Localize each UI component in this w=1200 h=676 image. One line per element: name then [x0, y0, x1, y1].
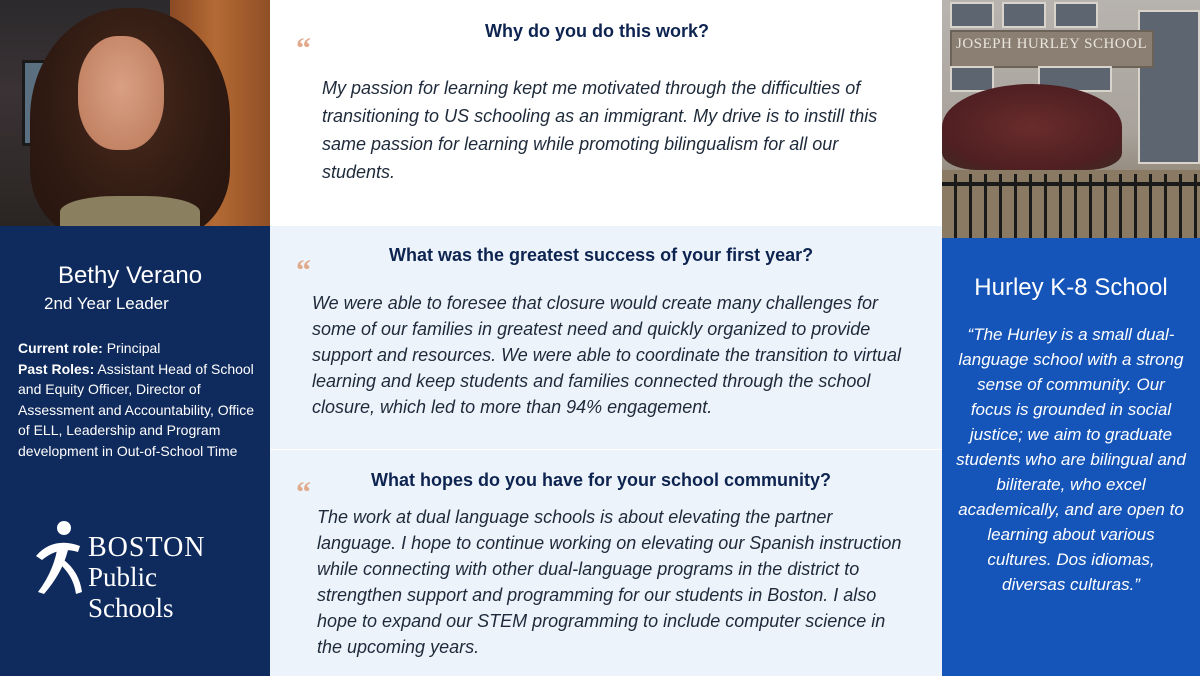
- question-heading: What hopes do you have for your school community?: [371, 470, 832, 490]
- qa-block-success: [270, 226, 942, 450]
- question-heading: Why do you do this work?: [485, 21, 709, 41]
- leader-bio: [18, 338, 258, 461]
- answer-text: The work at dual language schools is about elevating the partner language. I hope to continue working on elevating our Spanish instruction while connecting with other dual-language programs in the district to strengthen support and programming for our students in Boston. I also hope to expand our STEM programming to include computer science in the upcoming years.: [317, 507, 902, 657]
- leader-portrait-photo: [0, 0, 270, 226]
- answer-text: My passion for learning kept me motivated through the difficulties of transitioning to US schooling as an immigrant. My drive is to instill this same passion for learning while promoting bilingualism for all our students.: [322, 78, 878, 182]
- school-building-photo: [942, 0, 1200, 238]
- building-window: [950, 66, 994, 92]
- running-figure-icon: [30, 520, 90, 600]
- logo-line-boston: BOSTON: [88, 532, 206, 563]
- portrait-face: [78, 36, 164, 150]
- leader-subtitle: 2nd Year Leader: [44, 294, 169, 313]
- building-window: [1002, 2, 1046, 28]
- portrait-shirt: [60, 196, 200, 226]
- qa-block-hopes: [270, 450, 942, 676]
- leader-name: Bethy Verano: [57, 262, 203, 289]
- school-info-panel: [942, 238, 1200, 676]
- past-roles-value: Assistant Head of School and Equity Officer, Director of Assessment and Accountability, Office of ELL, Leadership and Program development in Out-of-School Time: [18, 360, 255, 459]
- current-role-value: Principal: [106, 340, 161, 356]
- school-sign-text: JOSEPH HURLEY SCHOOL: [956, 36, 1148, 52]
- question-heading: What was the greatest success of your first year?: [389, 245, 814, 265]
- fence-rail: [942, 182, 1200, 186]
- building-window: [1054, 2, 1098, 28]
- quote-mark-icon: “: [296, 476, 311, 509]
- current-role-label: Current role:: [18, 340, 103, 356]
- school-quote: “The Hurley is a small dual-language school with a strong sense of community. Our focus is grounded in social justice; we aim to graduate students who are bilingual and biliterate, who excel academically, and are open to learning about various cultures. Dos idiomas, diversas culturas.”: [956, 325, 1186, 594]
- red-bush: [942, 84, 1122, 170]
- leader-info-panel: [0, 226, 270, 676]
- logo-line-public-schools: Public Schools: [88, 562, 174, 623]
- qa-block-why: [270, 0, 942, 226]
- answer-text: We were able to foresee that closure would create many challenges for some of our families in greatest need and quickly organized to provide support and resources. We were able to coordinate the transition to virtual learning and keep students and families connected through the school closure, which led to more than 94% engagement.: [312, 293, 901, 417]
- quote-mark-icon: “: [296, 254, 311, 287]
- quote-mark-icon: “: [296, 32, 311, 65]
- past-roles-label: Past Roles:: [18, 360, 95, 377]
- building-window: [950, 2, 994, 28]
- boston-public-schools-logo: [30, 520, 240, 623]
- school-name: Hurley K-8 School: [974, 274, 1168, 301]
